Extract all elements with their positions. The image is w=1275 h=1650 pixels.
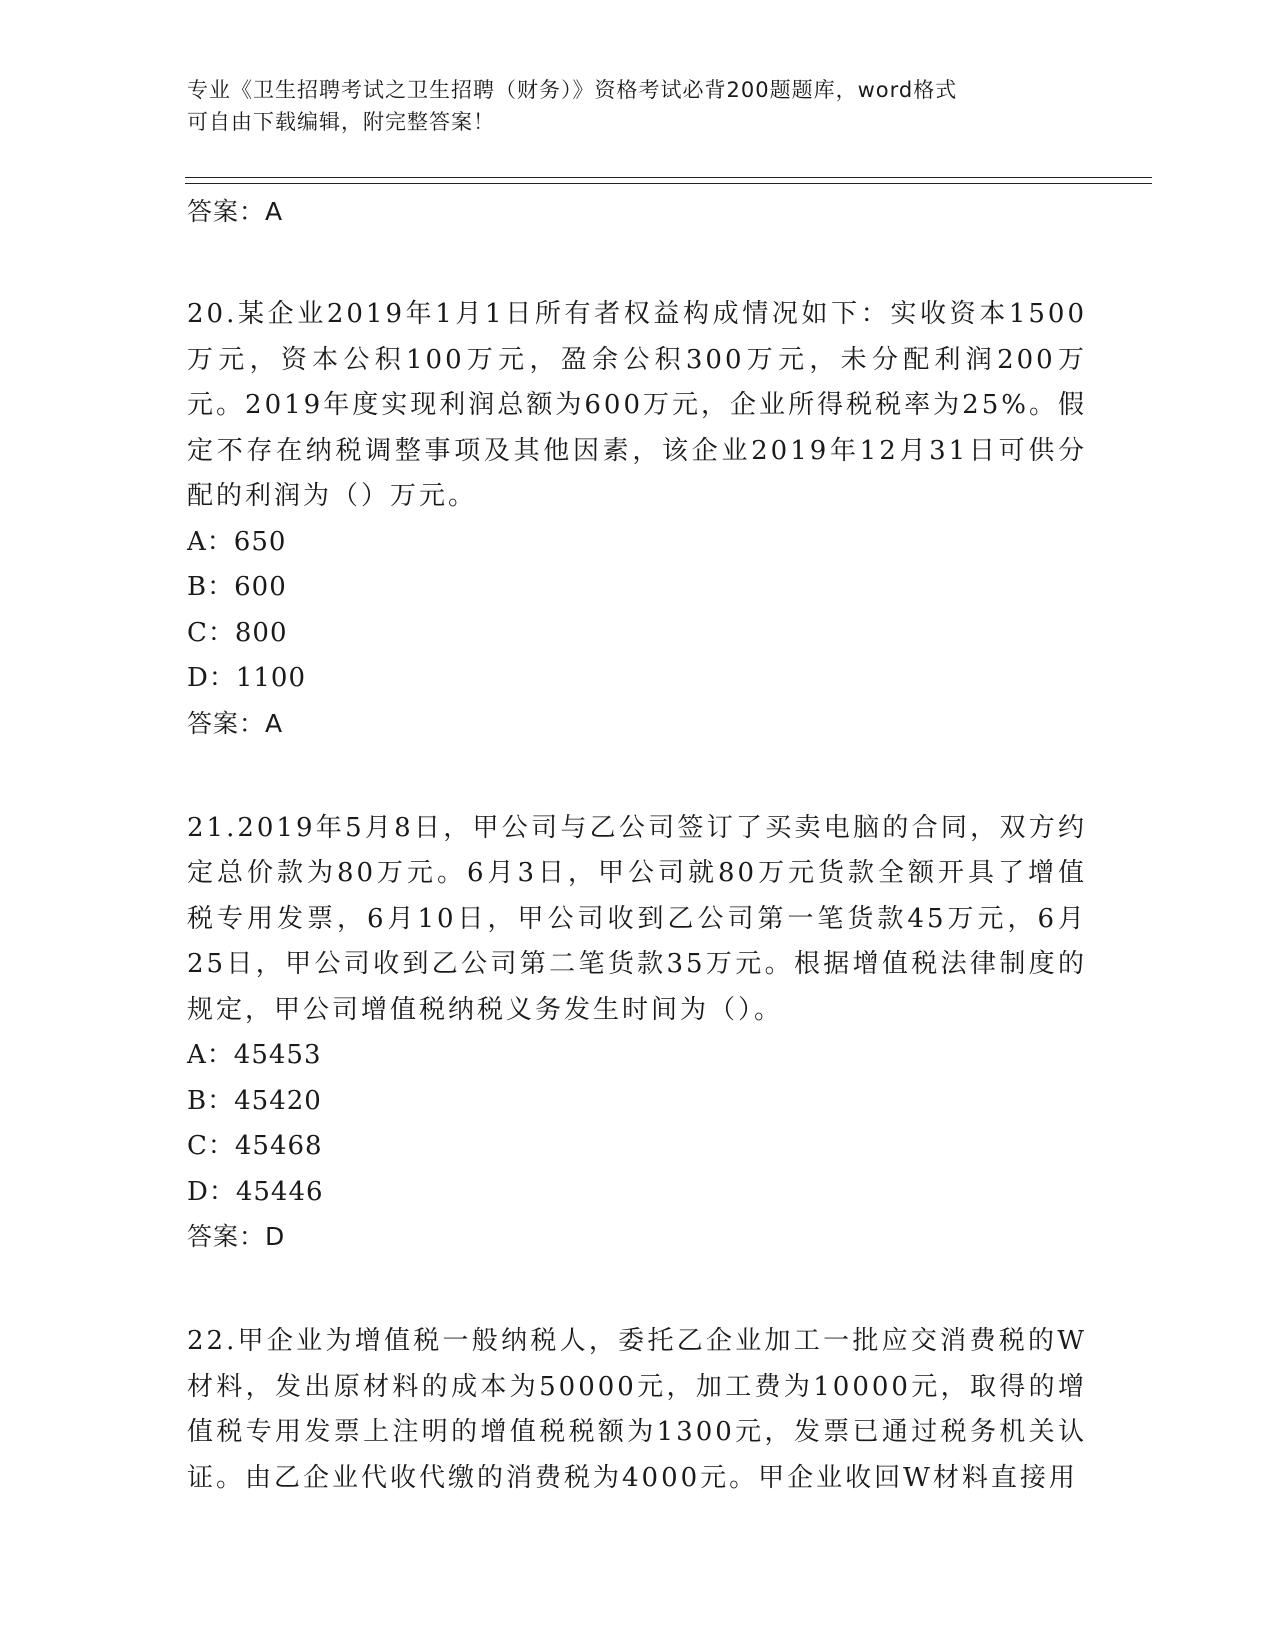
option-d: D：45446 [187, 1176, 324, 1207]
question-block-21 [187, 806, 1087, 1260]
option-b: B：45420 [187, 1085, 322, 1116]
question-text: 21.2019年5月8日，甲公司与乙公司签订了买卖电脑的合同，双方约定总价款为80万元。6月3日，甲公司就80万元货款全额开具了增值税专用发票，6月10日，甲公司收到乙公司第一笔货款45万元，6月25日，甲公司收到乙公司第二笔货款35万元。根据增值税法律制度的规定，甲公司增值税纳税义务发生时间为（）。 [187, 812, 1087, 1025]
answer-line: 答案：A [187, 708, 284, 738]
header-rule-top [185, 177, 1152, 178]
option-a: A：45453 [187, 1040, 322, 1070]
header-line-1: 专业《卫生招聘考试之卫生招聘（财务）》资格考试必背200题题库，word格式 [187, 78, 958, 102]
option-b: B：600 [187, 572, 287, 602]
header-rule-bottom [185, 183, 1152, 184]
previous-answer: 答案：A [187, 197, 284, 226]
answer-line: 答案：D [187, 1222, 286, 1251]
question-block-20 [187, 292, 1087, 746]
question-block-22 [187, 1319, 1087, 1501]
option-a: A：650 [187, 526, 287, 557]
option-c: C：800 [187, 617, 288, 648]
question-text: 22.甲企业为增值税一般纳税人，委托乙企业加工一批应交消费税的W材料，发出原材料的成本为50000元，加工费为10000元，取得的增值税专用发票上注明的增值税税额为1300元，发票已通过税务机关认证。由乙企业代收代缴的消费税为4000元。甲企业收回W材料直接用 [187, 1326, 1087, 1493]
header-line-2: 可自由下载编辑，附完整答案！ [187, 110, 495, 134]
document-header [187, 74, 1087, 138]
option-c: C：45468 [187, 1131, 323, 1161]
option-d: D：1100 [187, 663, 307, 693]
document-body [187, 190, 1087, 1501]
question-text: 20.某企业2019年1月1日所有者权益构成情况如下：实收资本1500万元，资本公积100万元，盈余公积300万元，未分配利润200万元。2019年度实现利润总额为600万元，企业所得税税率为25%。假定不存在纳税调整事项及其他因素，该企业2019年12月31日可供分配的利润为（）万元。 [187, 299, 1087, 511]
